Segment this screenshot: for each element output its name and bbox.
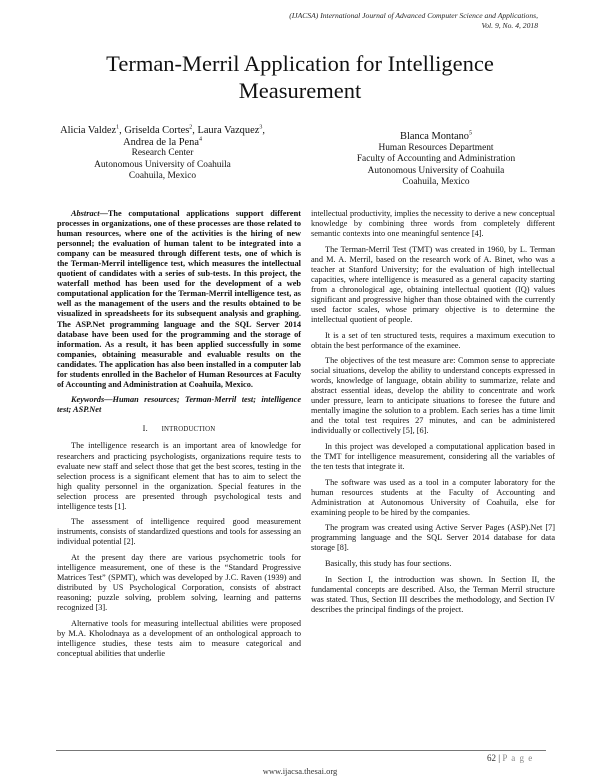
body-paragraph: The intelligence research is an important area of knowledge for researchers and practicing psychologists, organizations require tests to evaluate new staff and select those that get the best scores, testing in the selection process is a significant element that has to aim to select the high quality personnel in the organization. Special features in the selection process are presented through psychological tests and intelligence tests [1]. xyxy=(57,441,301,511)
title-line-2: Measurement xyxy=(238,78,362,103)
affiliation-line: Faculty of Accounting and Administration xyxy=(356,154,516,164)
title-line-1: Terman-Merril Application for Intelligence xyxy=(106,51,494,76)
affiliation-line: Autonomous University of Coahuila xyxy=(94,159,231,170)
body-paragraph: The assessment of intelligence required good measurement instruments, consists of standardized questions and tools for assessing an individual potential [2]. xyxy=(57,517,301,547)
author-affiliation-mark: 1 xyxy=(116,124,120,131)
abstract-label: Abstract— xyxy=(71,209,108,218)
body-paragraph: The program was created using Active Server Pages (ASP).Net [7] programming language and the SQL Server 2014 database for data storage [8]. xyxy=(311,523,555,553)
affiliation-right xyxy=(318,143,554,189)
body-paragraph: The objectives of the test measure are: Common sense to appreciate social situations, develop the ability to understand concepts expressed in words, knowledge of language, obtain ability to summarize, relate and abstract essential ideas, develop the ability to concentrate and work under pressure, learn to anticipate situations to foresee the future and mentally imagine the solution to a problem. Each series has a time limit and the total test requires 27 minutes, and can be administered individually or collectively [5], [6]. xyxy=(311,356,555,436)
affiliation-left xyxy=(45,148,280,183)
author-name: , Griselda Cortes xyxy=(119,125,190,136)
author-affiliation-mark: 4 xyxy=(198,136,202,143)
author-affiliation-mark: 3 xyxy=(259,124,263,131)
section-number: I. xyxy=(142,424,148,434)
author-affiliation-mark: 2 xyxy=(189,124,193,131)
body-paragraph: At the present day there are various psychometric tools for intelligence measurement, one of these is the “Standard Progressive Matrices Test” (SPMT), which was developed by J.C. Raven (1939) and distributed by US Psychological Corporation, consists of abstract reasoning; puzzle solving, problem solving, learning and patterns recognized [3]. xyxy=(57,552,301,613)
journal-url[interactable]: www.ijacsa.thesai.org xyxy=(262,766,338,776)
author-block-right xyxy=(318,131,554,189)
affiliation-line: Coahuila, Mexico xyxy=(128,171,197,181)
page-number-separator: | xyxy=(496,753,503,763)
right-column xyxy=(311,209,555,620)
paper-title xyxy=(50,50,550,104)
page-label: P a g e xyxy=(502,753,534,763)
page-number-value: 62 xyxy=(487,753,496,763)
affiliation-line: Autonomous University of Coahuila xyxy=(367,165,505,176)
journal-volume: Vol. 9, No. 4, 2018 xyxy=(481,21,538,30)
left-column xyxy=(57,209,301,664)
author-names-right xyxy=(318,131,554,143)
body-paragraph: The Terman-Merril Test (TMT) was created in 1960, by L. Terman and M. A. Merril, based on the research work of A. Binet, who was a teacher at Stanford University; for the evaluation of high intellectual capacities, where intelligence is measured as a general capacity starting from a chronological age, obtaining intellectual quotient (IQ) values significant and progressive higher than those obtained with the currently used factor scales, whose primary objective is to determine the intellectual quotient of people. xyxy=(311,244,555,324)
body-paragraph: In Section I, the introduction was shown. In Section II, the fundamental concepts are described. Also, the Terman Merril structure was stated. Thus, Section III describes the methodology, and Section IV describes the principal findings of the project. xyxy=(311,574,555,614)
affiliation-line: Coahuila, Mexico xyxy=(402,177,470,187)
footer-divider xyxy=(56,750,546,751)
body-paragraph: In this project was developed a computational application based in the TMT for intelligence measurement, considering all the variables of the ten tests that integrate it. xyxy=(311,441,555,472)
body-paragraph-continued: intellectual productivity, implies the necessity to derive a new conceptual knowledge by combining three words from completely different semantic contexts into one meaningful sentence [4]. xyxy=(311,209,555,239)
author-name: Alicia Valdez xyxy=(60,125,117,136)
abstract-text: The computational applications support different processes in organizations, one of these processes are those related to human resources, where one of the activities is the hiring of new personnel; the evaluation of human talent to be integrated into a company can be measured through different tests, one of which is the Terman-Merril intelligence test, which measures the intellectual quotient of candidates with a series of sub-tests. In this project, the waterfall method has been used for the development of a web computational application for the Terman-Merril intelligence test, as well as the management of the users and the results obtained to be visualized in spreadsheets for its subsequent analysis and graphing. The ASP.Net programming language and the SQL Server 2014 database have been used for the programming and the storage of information. As a result, it has been applied successfully in some companies, obtaining measurable and evaluable results on the candidates. The application has also been installed in a computer lab for students enrolled in the Bachelor of Human Resources at Faculty of Accounting and Administration at Coahuila, Mexico. xyxy=(57,209,301,389)
author-names-left xyxy=(45,125,280,148)
body-paragraph: It is a set of ten structured tests, requires a maximum execution to obtain the best performance of the examinee. xyxy=(311,330,555,350)
journal-name: (IJACSA) International Journal of Advanced Computer Science and Applications, xyxy=(289,11,538,20)
author-affiliation-mark: 5 xyxy=(468,130,472,137)
abstract xyxy=(57,209,301,390)
author-separator: , xyxy=(262,125,265,136)
author-name: Andrea de la Pena xyxy=(123,136,199,148)
body-paragraph: The software was used as a tool in a computer laboratory for the human resources students at the Faculty of Accounting and Administration at Autonomous University of Coahuila, else for examining people to be hired by the companies. xyxy=(311,477,555,517)
author-name: Blanca Montano xyxy=(400,131,469,142)
author-name: , Laura Vazquez xyxy=(192,125,260,136)
keywords: Keywords—Human resources; Terman-Merril test; intelligence test; ASP.Net xyxy=(57,395,301,415)
author-block-left xyxy=(45,125,280,183)
body-paragraph: Basically, this study has four sections. xyxy=(325,558,452,568)
affiliation-line: Research Center xyxy=(131,148,194,158)
section-heading-introduction xyxy=(57,424,301,435)
affiliation-line: Human Resources Department xyxy=(378,142,494,153)
body-paragraph: Alternative tools for measuring intellectual abilities were proposed by M.A. Kholodnaya as a development of an onthological approach to intelligence studies, these tests aim to measure categorical and conceptual abilities that underlie xyxy=(57,618,301,658)
page-number xyxy=(487,753,533,763)
journal-header xyxy=(138,11,538,31)
section-title: INTRODUCTION xyxy=(161,426,216,434)
